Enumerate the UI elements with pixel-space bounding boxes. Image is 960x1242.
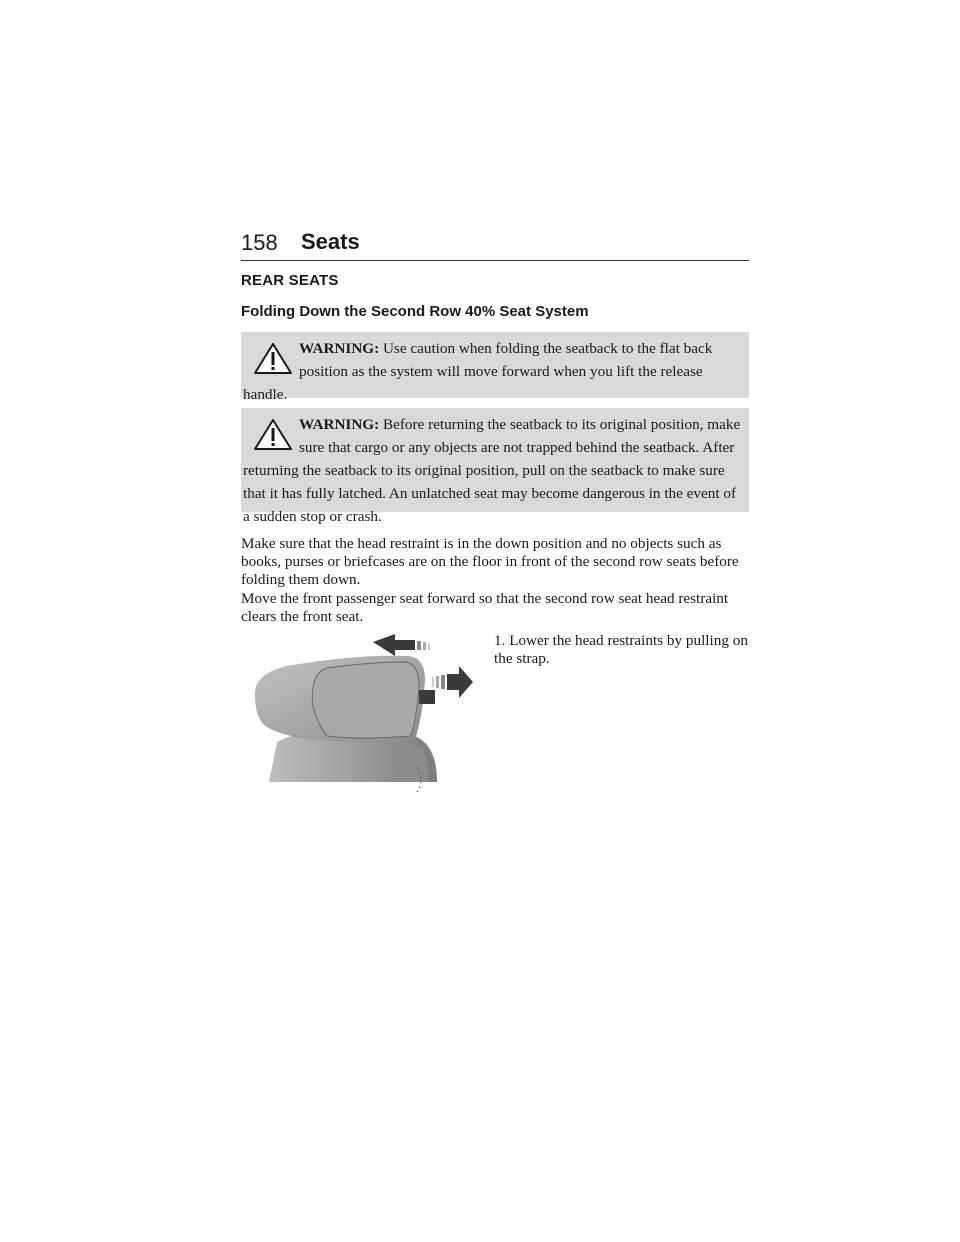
release-strap (419, 690, 435, 704)
warning-box-1 (241, 332, 749, 403)
body-paragraph: Move the front passenger seat forward so that the second row seat head restraint clears the front seat. (241, 590, 729, 625)
warning-triangle-icon (253, 341, 293, 375)
warning-box-2 (241, 408, 749, 525)
head-restraint-face (312, 662, 419, 738)
arrow-right-icon (432, 666, 473, 698)
head-restraint-illustration-svg (247, 632, 475, 792)
warning-label: WARNING: (299, 416, 383, 433)
subsection-heading: Folding Down the Second Row 40% Seat System (241, 303, 589, 320)
section-heading: REAR SEATS (241, 272, 339, 289)
page-header (241, 228, 749, 262)
page-number: 158 (241, 230, 278, 255)
arrow-up-left-icon (373, 634, 430, 656)
head-restraint-illustration (247, 632, 475, 792)
warning-triangle-icon (253, 417, 293, 451)
warning-label: WARNING: (299, 340, 383, 357)
body-paragraph: Make sure that the head restraint is in the down position and no objects such as books, purses or briefcases are on the floor in front of the second row seats before folding them down. (241, 535, 739, 588)
step-instruction: 1. Lower the head restraints by pulling on the strap. (494, 632, 748, 667)
header-rule (241, 260, 749, 261)
section-title: Seats (301, 229, 360, 254)
warning-text: Use caution when folding the seatback to the flat back position as the system will move forward when you lift the release handle. (243, 340, 713, 403)
warning-text: Before returning the seatback to its original position, make sure that cargo or any objects are not trapped behind the seatback. After returning the seatback to its original position, pull on the seatback to make sure that it has fully latched. An unlatched seat may become dangerous in the event of a sudden stop or crash. (243, 416, 741, 525)
